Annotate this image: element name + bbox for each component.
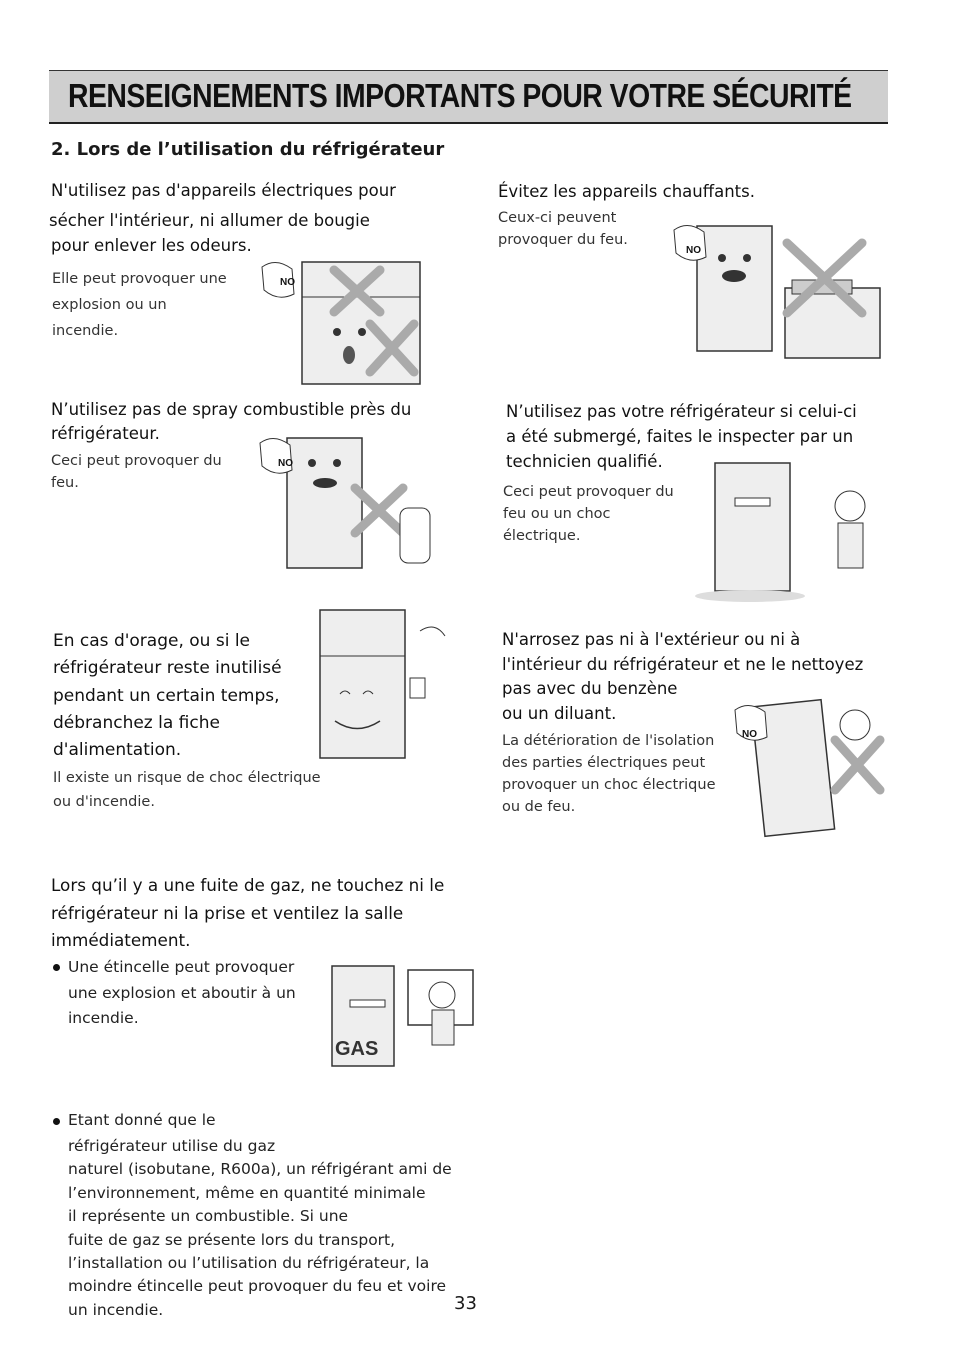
- bullet-line: incendie.: [68, 1009, 139, 1027]
- warning-body-unplug: [53, 766, 321, 814]
- bullet-line: il représente un combustible. Si une: [68, 1207, 349, 1226]
- page-header: [49, 70, 888, 124]
- body-line: provoquer un choc électrique: [502, 777, 716, 793]
- body-line: feu.: [51, 475, 79, 491]
- warning-heading-unplug: [53, 628, 282, 764]
- warning-body-spray: [51, 450, 222, 494]
- body-line: Il existe un risque de choc électrique: [53, 770, 321, 786]
- page-title: RENSEIGNEMENTS IMPORTANTS POUR VOTRE SÉCURITÉ: [68, 77, 852, 114]
- heading-line: technicien qualifié.: [506, 452, 663, 471]
- heading-line: En cas d'orage, ou si le: [53, 631, 251, 651]
- svg-text:NO: NO: [686, 245, 701, 256]
- body-line: incendie.: [52, 323, 119, 339]
- svg-text:NO: NO: [742, 729, 757, 740]
- body-line: Ceci peut provoquer du: [51, 453, 222, 469]
- fridge-unplug-illustration: [305, 606, 460, 761]
- heading-line: débranchez la fiche: [53, 712, 220, 733]
- bullet-line: moindre étincelle peut provoquer du feu et voire: [68, 1277, 447, 1296]
- heading-line: a été submergé, faites le inspecter par un: [506, 427, 854, 446]
- bullet-line: un incendie.: [68, 1300, 164, 1319]
- heading-line: pendant un certain temps,: [53, 685, 280, 706]
- heading-line: pas avec du benzène: [502, 679, 678, 698]
- heading-line: réfrigérateur reste inutilisé: [53, 658, 282, 679]
- bullet-line: Une étincelle peut provoquer: [68, 958, 295, 976]
- bullet-line: Etant donné que le: [68, 1110, 216, 1129]
- body-line: explosion ou un: [52, 297, 167, 313]
- warning-body-submerged: [503, 481, 674, 547]
- body-line: Ceci peut provoquer du: [503, 484, 674, 500]
- heading-line: N’utilisez pas votre réfrigérateur si celui-ci: [506, 402, 857, 421]
- warning-body-heaters: [498, 207, 628, 251]
- fridge-no-benzene-illustration: [730, 685, 892, 840]
- fridge-no-heater-illustration: [662, 218, 884, 363]
- body-line: électrique.: [503, 528, 581, 544]
- warning-body-electrical-drying: [52, 266, 227, 344]
- gas-label: GAS: [335, 1038, 379, 1060]
- warning-heading-gas-leak: [51, 872, 444, 955]
- heading-line: N'arrosez pas ni à l'extérieur ou ni à: [502, 630, 801, 649]
- body-line: des parties électriques peut: [502, 755, 706, 771]
- body-line: Elle peut provoquer une: [52, 271, 227, 287]
- bullet-line: une explosion et aboutir à un: [68, 983, 296, 1002]
- heading-line: N’utilisez pas de spray combustible près du: [51, 400, 412, 419]
- warning-heading-electrical-drying: [51, 178, 396, 258]
- bullet-spark: [51, 955, 954, 1032]
- heading-line: ou un diluant.: [502, 703, 617, 723]
- body-line: ou de feu.: [502, 799, 576, 815]
- bullet-line: l’installation ou l’utilisation du réfrigérateur, la: [68, 1253, 430, 1272]
- heading-line: d'alimentation.: [53, 740, 182, 761]
- heading-line: l'intérieur du réfrigérateur et ne le nettoyez: [502, 654, 864, 674]
- heading-line: pour enlever les odeurs.: [51, 236, 252, 255]
- section-title: 2. Lors de l’utilisation du réfrigérateur: [51, 139, 445, 160]
- bullet-line: réfrigérateur utilise du gaz: [68, 1136, 276, 1155]
- bullet-line: naturel (isobutane, R600a), un réfrigérant ami de: [68, 1160, 452, 1179]
- fridge-gas-leak-illustration: [310, 960, 488, 1072]
- heading-line: immédiatement.: [51, 930, 191, 950]
- warning-heading-heaters: [498, 179, 755, 204]
- bullet-line: fuite de gaz se présente lors du transport,: [68, 1230, 396, 1249]
- body-line: ou d'incendie.: [53, 794, 155, 810]
- heading-line: N'utilisez pas d'appareils électriques pour: [51, 181, 396, 200]
- heading-line: sécher l'intérieur, ni allumer de bougie: [49, 211, 370, 230]
- fridge-technician-illustration: [690, 458, 882, 603]
- fridge-no-spray-illustration: [255, 433, 440, 573]
- fridge-no-dryer-illustration: [252, 252, 424, 387]
- heading-line: réfrigérateur ni la prise et ventilez la salle: [51, 902, 404, 923]
- page-number: 33: [454, 1293, 477, 1314]
- heading-line: Évitez les appareils chauffants.: [498, 182, 755, 201]
- heading-line: réfrigérateur.: [51, 424, 160, 443]
- bullet-isobutane: [51, 1109, 954, 1323]
- heading-line: Lors qu’il y a une fuite de gaz, ne touchez ni le: [51, 875, 445, 895]
- warning-body-no-water: [502, 730, 716, 818]
- body-line: provoquer du feu.: [498, 232, 628, 248]
- svg-text:NO: NO: [278, 458, 293, 469]
- body-line: feu ou un choc: [503, 506, 611, 522]
- body-line: Ceux-ci peuvent: [498, 210, 617, 226]
- bullet-line: l’environnement, même en quantité minimale: [68, 1183, 426, 1202]
- body-line: La détérioration de l'isolation: [502, 733, 715, 749]
- no-sign-label: NO: [280, 277, 295, 288]
